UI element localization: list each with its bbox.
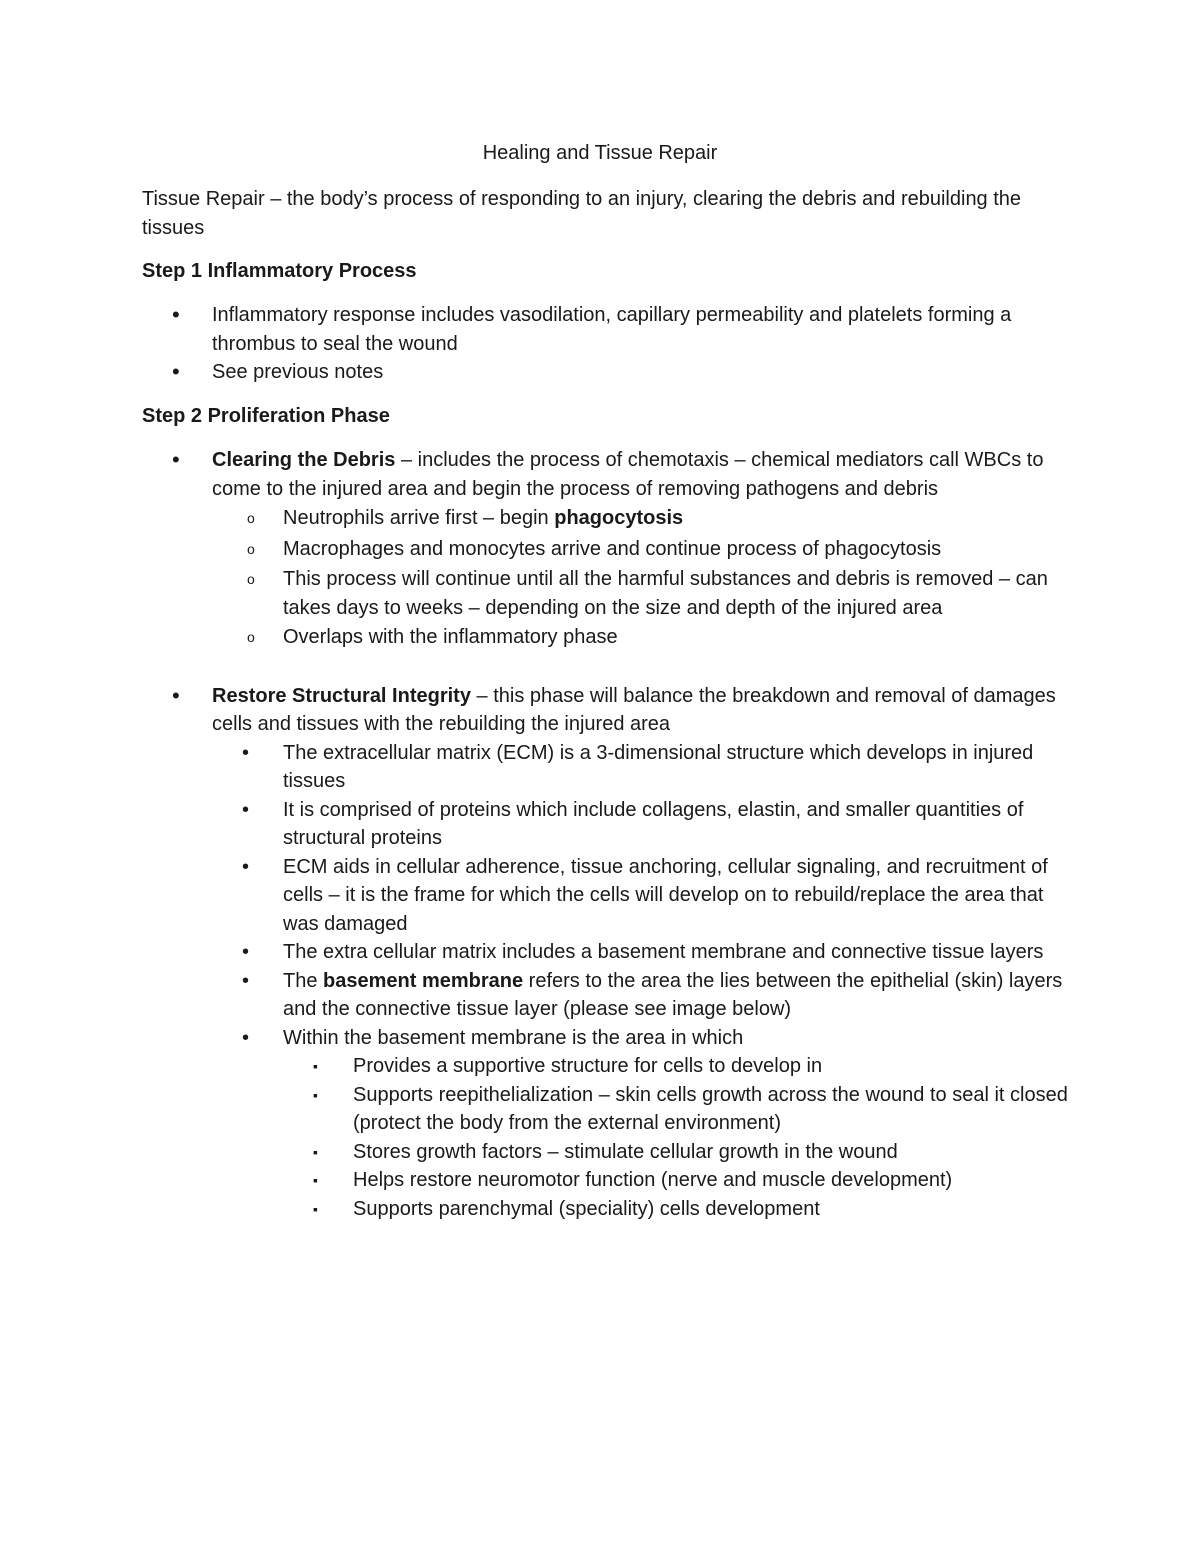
list-item [142, 565, 1082, 622]
circle-marker: o [247, 571, 255, 587]
list-item [142, 535, 1082, 564]
list-item [142, 1138, 1082, 1167]
bullet-marker: • [172, 359, 180, 384]
restore-text: – this phase will balance the breakdown and removal of damages cells and tissues with the rebuilding the injured area [212, 684, 1056, 735]
circle-marker: o [247, 510, 255, 526]
list-item-text: ECM aids in cellular adherence, tissue anchoring, cellular signaling, and recruitment of cells – it is the frame for which the cells will develop on to rebuild/replace the area that was damaged [283, 855, 1048, 935]
list-item [142, 967, 1082, 1024]
bullet-marker: • [242, 855, 250, 878]
list-item-text: Macrophages and monocytes arrive and continue process of phagocytosis [283, 537, 942, 560]
bm-prefix: The [283, 969, 324, 992]
list-item-text: Helps restore neuromotor function (nerve and muscle development) [353, 1169, 953, 1191]
list-item-text: Provides a supportive structure for cells to develop in [353, 1055, 823, 1077]
list-item [142, 1166, 1082, 1195]
clearing-text: – includes the process of chemotaxis – chemical mediators call WBCs to come to the injured area and begin the process of removing pathogens and debris [212, 449, 1044, 500]
list-item-text: Stores growth factors – stimulate cellular growth in the wound [353, 1140, 898, 1163]
list-item-text: Supports parenchymal (speciality) cells development [353, 1197, 820, 1220]
neutrophils-bold: phagocytosis [554, 507, 684, 529]
bullet-marker: • [242, 798, 250, 821]
spacer [142, 652, 1082, 682]
intro-paragraph: Tissue Repair – the body’s process of responding to an injury, clearing the debris and rebuilding the tissues [142, 188, 1022, 239]
circle-marker: o [247, 540, 255, 557]
list-item-text: It is comprised of proteins which include collagens, elastin, and smaller quantities of structural proteins [283, 798, 1024, 849]
list-item-text: See previous notes [212, 361, 384, 383]
list-item [142, 301, 1082, 358]
bullet-marker: • [242, 941, 250, 963]
document-title: Healing and Tissue Repair [482, 142, 718, 164]
bullet-marker: • [172, 447, 180, 472]
bullet-marker: • [242, 969, 250, 992]
step2-heading: Step 2 Proliferation Phase [142, 405, 390, 427]
bullet-marker: • [172, 682, 180, 708]
list-item [142, 1052, 1082, 1081]
neutrophils-prefix: Neutrophils arrive first – begin [283, 507, 555, 529]
list-item-text: The extra cellular matrix includes a basement membrane and connective tissue layers [283, 941, 1044, 963]
bullet-marker: • [242, 1026, 250, 1049]
step1-list [142, 301, 1082, 387]
list-item-text: This process will continue until all the harmful substances and debris is removed – can takes days to weeks – depending on the size and depth of the injured area [283, 568, 1048, 619]
restore-label: Restore Structural Integrity [212, 684, 471, 707]
bm-bold: basement membrane [323, 969, 524, 992]
square-marker: ▪ [313, 1200, 318, 1217]
list-item [142, 739, 1082, 796]
list-item [142, 623, 1082, 652]
bullet-marker: • [242, 741, 250, 764]
list-item-text: The extracellular matrix (ECM) is a 3-dimensional structure which develops in injured tissues [283, 741, 1034, 792]
square-marker: ▪ [313, 1143, 318, 1160]
list-item-text: Overlaps with the inflammatory phase [283, 626, 618, 648]
list-item [142, 1195, 1082, 1224]
circle-marker: o [247, 629, 255, 645]
step1-heading: Step 1 Inflammatory Process [142, 260, 417, 282]
square-marker: ▪ [313, 1172, 318, 1188]
bullet-marker: • [172, 302, 180, 327]
square-marker: ▪ [313, 1058, 318, 1074]
step2-list [142, 446, 1082, 1223]
list-item-restore [142, 682, 1082, 739]
list-item [142, 358, 1082, 387]
list-item-text: Inflammatory response includes vasodilation, capillary permeability and platelets forming a thrombus to seal the wound [212, 304, 1012, 355]
list-item [142, 796, 1082, 853]
bm-suffix: refers to the area the lies between the epithelial (skin) layers and the connective tissue layer (please see image below) [283, 969, 1063, 1020]
list-item [142, 1081, 1082, 1138]
list-item [142, 1024, 1082, 1053]
list-item [142, 853, 1082, 939]
square-marker: ▪ [313, 1086, 318, 1103]
clearing-label: Clearing the Debris [212, 449, 396, 471]
list-item-clearing [142, 446, 1082, 503]
list-item [142, 938, 1082, 967]
list-item-text: Supports reepithelialization – skin cells growth across the wound to seal it closed (protect the body from the external environment) [353, 1083, 1068, 1134]
list-item-text: Within the basement membrane is the area in which [283, 1026, 744, 1049]
list-item [142, 504, 1082, 533]
